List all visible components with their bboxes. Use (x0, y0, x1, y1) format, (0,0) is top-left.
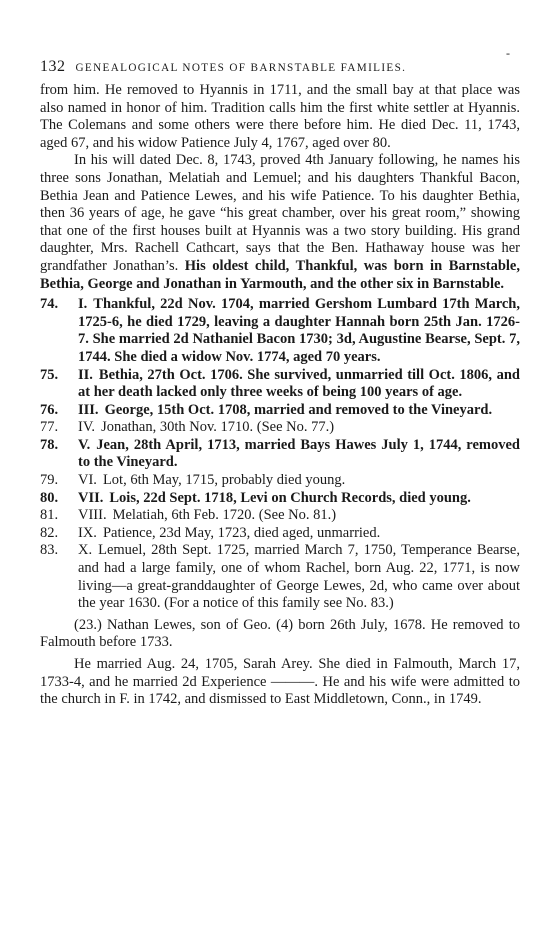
paragraph-2-text: In his will dated Dec. 8, 1743, proved 4th January following, he names his three sons Jonathan, Melatiah and Lemuel; and his daughters Thankful Bacon, Bethia Jean and Patience Lewes, and his wife Patience. To his daughter Bethia, then 36 years of age, he gave “his great chamber, over his great room,” showing that one of the first houses built at Hyannis was a two story building. His grand daughter, Mrs. Rachell Cathcart, says that the Ben. Hathaway house was her grandfather Jonathan’s. (40, 152, 520, 274)
entry-body (78, 437, 520, 472)
list-item (40, 525, 520, 543)
entry-text: Lois, 22d Sept. 1718, Levi on Church Records, died young. (109, 489, 471, 506)
entry-text: Melatiah, 6th Feb. 1720. (See No. 81.) (112, 507, 337, 524)
entry-number: 83. (40, 542, 59, 559)
paragraph-4: He married Aug. 24, 1705, Sarah Arey. She died in Falmouth, March 17, 1733-4, and he married 2d Experience ———. He and his wife were admitted to the church in F. in 1742, and dismissed to East Middletown, Conn., in 1749. (40, 656, 520, 708)
entry-roman: I. (78, 296, 88, 313)
page-header (40, 58, 520, 76)
entry-roman: V. (78, 436, 91, 453)
entry-body (78, 402, 520, 420)
entry-roman: X. (78, 542, 93, 559)
entry-body (78, 542, 520, 612)
corner-mark: - (506, 46, 510, 60)
list-item (40, 402, 520, 420)
entry-number: 75. (40, 366, 59, 383)
entry-roman: IV. (78, 419, 96, 436)
entry-text: Lemuel, 28th Sept. 1725, married March 7, 1750, Temperance Bearse, and had a large family, one of whom Rachel, born Aug. 22, 1771, is now living—a great-granddaughter of George Lewes, 2d, who came over about the year 1630. (For a notice of this family see No. 83.) (78, 542, 520, 612)
entry-number: 74. (40, 296, 59, 313)
page-body (40, 58, 520, 709)
running-title: GENEALOGICAL NOTES OF BARNSTABLE FAMILIES. (75, 62, 407, 74)
entry-body (78, 367, 520, 402)
entry-text: Jean, 28th April, 1713, married Bays Hawes July 1, 1744, removed to the Vineyard. (78, 436, 520, 471)
entry-roman: VI. (78, 472, 97, 489)
entry-number: 77. (40, 419, 59, 436)
page-number: 132 (40, 58, 66, 75)
entry-body (78, 296, 520, 366)
paragraph-1: from him. He removed to Hyannis in 1711, and the small bay at that place was also named in honor of him. Tradition calls him the first white settler at Hyannis. The Colemans and some others were there before him. He died Dec. 11, 1743, aged 67, and his widow Patience July 4, 1767, aged over 80. (40, 82, 520, 151)
entry-roman: II. (78, 366, 93, 383)
entry-roman: VII. (78, 489, 104, 506)
entry-number: 79. (40, 472, 59, 489)
children-list (40, 296, 520, 613)
paragraph-3: (23.) Nathan Lewes, son of Geo. (4) born 26th July, 1678. He removed to Falmouth before 1733. (40, 616, 520, 651)
list-item (40, 472, 520, 490)
list-item (40, 437, 520, 472)
list-item (40, 490, 520, 508)
entry-text: Patience, 23d May, 1723, died aged, unmarried. (102, 524, 381, 541)
entry-roman: III. (78, 401, 99, 418)
list-item (40, 367, 520, 402)
list-item (40, 296, 520, 366)
list-item (40, 507, 520, 525)
entry-text: Bethia, 27th Oct. 1706. She survived, unmarried till Oct. 1806, and at her death lacked only three weeks of being 100 years of age. (78, 366, 520, 401)
paragraph-2 (40, 152, 520, 293)
entry-number: 81. (40, 507, 59, 524)
entry-body (78, 490, 520, 508)
entry-text: Jonathan, 30th Nov. 1710. (See No. 77.) (101, 419, 335, 436)
paragraph-2-bold-text: His oldest child, Thankful, was born in Barnstable, Bethia, George and Jonathan in Yarmouth, and the other six in Barnstable. (40, 257, 520, 292)
entry-number: 80. (40, 489, 59, 506)
entry-text: Thankful, 22d Nov. 1704, married Gershom Lumbard 17th March, 1725-6, he died 1729, leaving a daughter Hannah born 25th Jan. 1726-7. She married 2d Nathaniel Bacon 1730; 3d, Augustine Bearse, Sept. 7, 1744. She died a widow Nov. 1774, aged 70 years. (78, 296, 520, 365)
list-item (40, 542, 520, 612)
entry-text: George, 15th Oct. 1708, married and removed to the Vineyard. (104, 401, 493, 418)
entry-roman: VIII. (78, 507, 107, 524)
entry-number: 76. (40, 401, 59, 418)
entry-roman: IX. (78, 524, 97, 541)
entry-number: 82. (40, 524, 59, 541)
entry-body (78, 472, 520, 490)
list-item (40, 419, 520, 437)
entry-body (78, 419, 520, 437)
entry-body (78, 525, 520, 543)
entry-text: Lot, 6th May, 1715, probably died young. (102, 472, 346, 489)
entry-body (78, 507, 520, 525)
entry-number: 78. (40, 436, 59, 453)
